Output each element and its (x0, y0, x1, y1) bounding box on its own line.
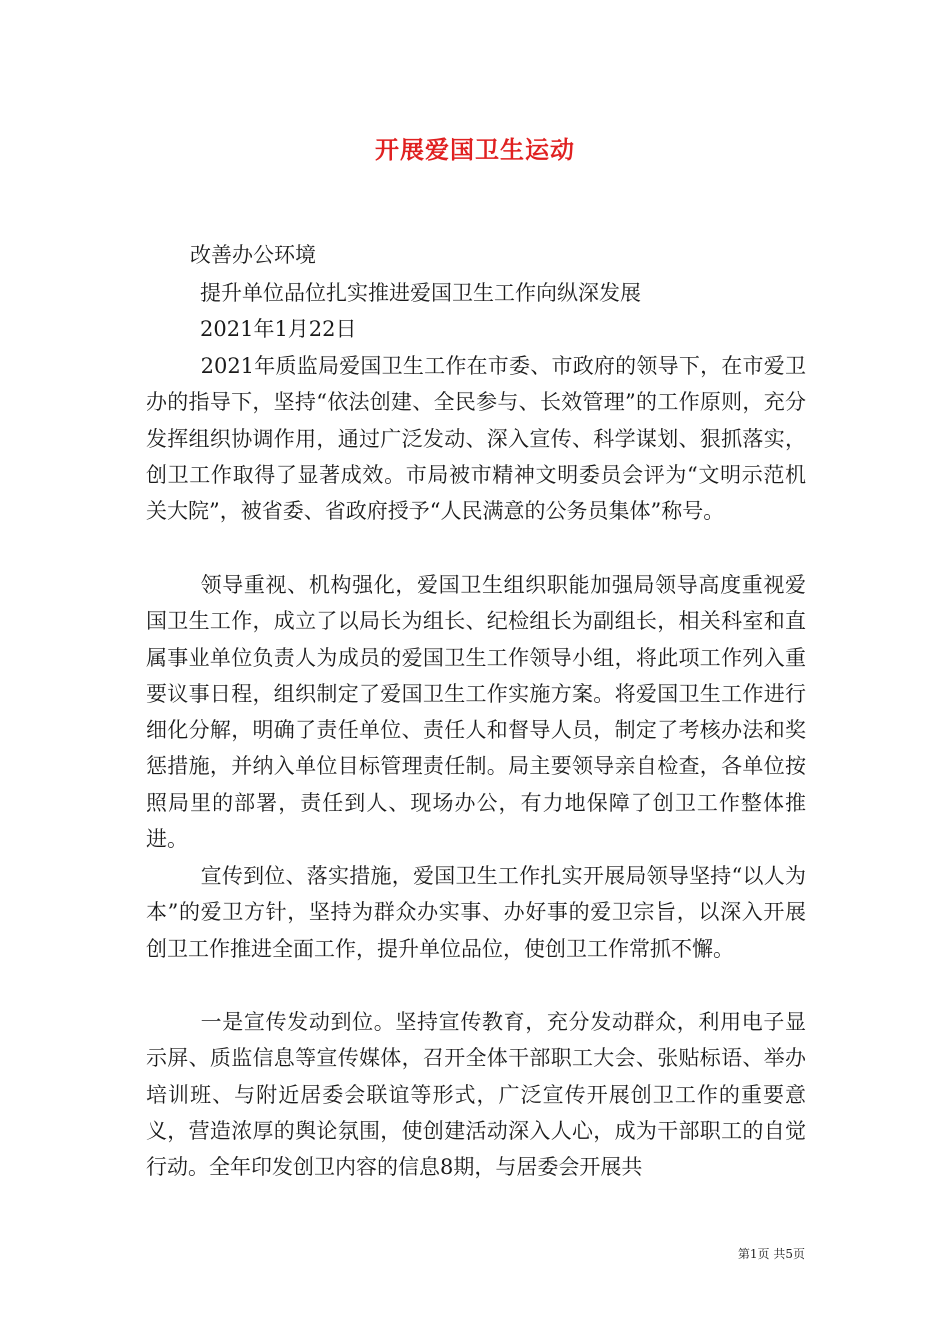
document-date: 2021年1月22日 (200, 317, 357, 341)
document-title: 开展爱国卫生运动 (375, 135, 575, 164)
paragraph-4: 一是宣传发动到位。坚持宣传教育，充分发动群众，利用电子显示屏、质监信息等宣传媒体，召开全体干部职工大会、张贴标语、举办培训班、与附近居委会联谊等形式，广泛宣传开展创卫工作的重要意义，营造浓厚的舆论氛围，使创建活动深入人心，成为干部职工的自觉行动。全年印发创卫内容的信息8期，与居委会开展共 (146, 1010, 806, 1180)
paragraph-2: 领导重视、机构强化，爱国卫生组织职能加强局领导高度重视爱国卫生工作，成立了以局长为组长、纪检组长为副组长，相关科室和直属事业单位负责人为成员的爱国卫生工作领导小组，将此项工作列入重要议事日程，组织制定了爱国卫生工作实施方案。将爱国卫生工作进行细化分解，明确了责任单位、责任人和督导人员，制定了考核办法和奖惩措施，并纳入单位目标管理责任制。局主要领导亲自检查，各单位按照局里的部署，责任到人、现场办公，有力地保障了创卫工作整体推进。 (146, 573, 806, 852)
page-number-footer: 第1页 共5页 (737, 1247, 805, 1261)
subtitle-promote-work: 提升单位品位扎实推进爱国卫生工作向纵深发展 (200, 281, 641, 305)
paragraph-3: 宣传到位、落实措施，爱国卫生工作扎实开展局领导坚持“以人为本”的爱卫方针，坚持为群众办实事、办好事的爱卫宗旨，以深入开展创卫工作推进全面工作，提升单位品位，使创卫工作常抓不懈。 (146, 864, 806, 961)
paragraph-1: 2021年质监局爱国卫生工作在市委、市政府的领导下，在市爱卫办的指导下，坚持“依法创建、全民参与、长效管理”的工作原则，充分发挥组织协调作用，通过广泛发动、深入宣传、科学谋划、狠抓落实，创卫工作取得了显著成效。市局被市精神文明委员会评为“文明示范机关大院”，被省委、省政府授予“人民满意的公务员集体”称号。 (146, 354, 806, 524)
subtitle-improve-office: 改善办公环境 (190, 243, 316, 267)
